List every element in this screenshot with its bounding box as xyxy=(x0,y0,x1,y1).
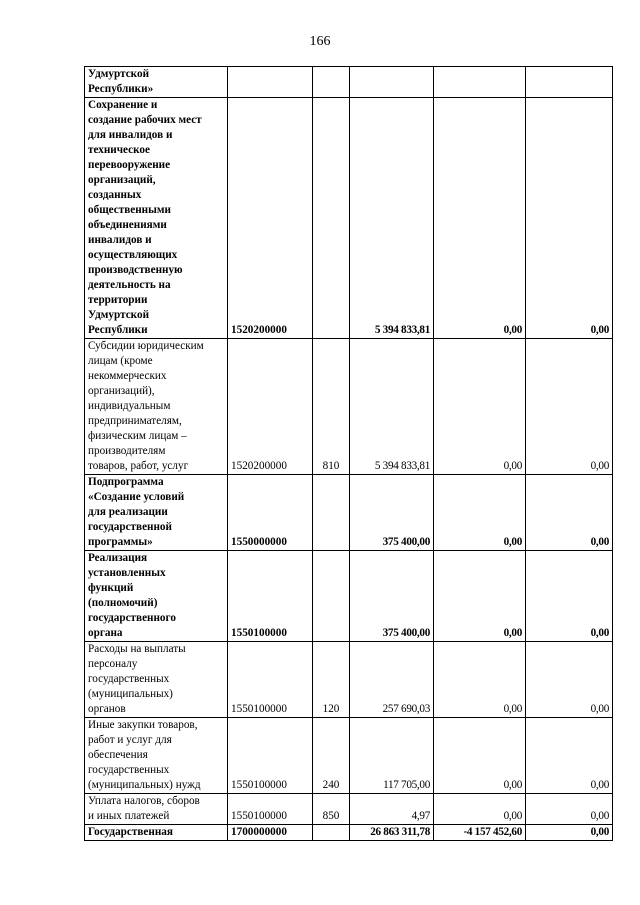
change-cell xyxy=(434,67,526,98)
row-name-cell: Расходы на выплаты персоналу государственных (муниципальных) органов xyxy=(85,642,228,718)
row-name-cell: Удмуртской Республики» xyxy=(85,67,228,98)
row-name-cell: Реализация установленных функций (полномочий) государственного органа xyxy=(85,551,228,642)
expense-type-cell xyxy=(313,475,350,551)
change-cell: 0,00 xyxy=(434,339,526,475)
target-code-cell: 1550100000 xyxy=(228,642,313,718)
table-row xyxy=(85,67,613,98)
row-name-cell: Субсидии юридическим лицам (кроме некоммерческих организаций), индивидуальным предпринимателям, физическим лицам – производителям товаров, работ, услуг xyxy=(85,339,228,475)
expense-type-cell: 120 xyxy=(313,642,350,718)
extra-amount-cell: 0,00 xyxy=(526,339,613,475)
extra-amount-cell: 0,00 xyxy=(526,718,613,794)
row-name-cell: Иные закупки товаров, работ и услуг для обеспечения государственных (муниципальных) нужд xyxy=(85,718,228,794)
expense-type-cell xyxy=(313,551,350,642)
amount-cell: 117 705,00 xyxy=(350,718,434,794)
change-cell: 0,00 xyxy=(434,718,526,794)
extra-amount-cell: 0,00 xyxy=(526,551,613,642)
row-name-cell: Государственная xyxy=(85,825,228,841)
change-cell: 0,00 xyxy=(434,551,526,642)
table-row xyxy=(85,339,613,475)
table-row xyxy=(85,475,613,551)
budget-table xyxy=(84,66,613,841)
extra-amount-cell: 0,00 xyxy=(526,475,613,551)
page-number: 166 xyxy=(309,34,331,49)
target-code-cell: 1550100000 xyxy=(228,718,313,794)
table-body xyxy=(85,67,613,841)
target-code-cell: 1520200000 xyxy=(228,339,313,475)
change-cell: 0,00 xyxy=(434,98,526,339)
table-row xyxy=(85,718,613,794)
amount-cell: 5 394 833,81 xyxy=(350,98,434,339)
expense-type-cell: 810 xyxy=(313,339,350,475)
extra-amount-cell: 0,00 xyxy=(526,794,613,825)
extra-amount-cell xyxy=(526,67,613,98)
table-row xyxy=(85,642,613,718)
amount-cell: 257 690,03 xyxy=(350,642,434,718)
amount-cell: 4,97 xyxy=(350,794,434,825)
target-code-cell: 1550100000 xyxy=(228,794,313,825)
table-row xyxy=(85,98,613,339)
row-name-cell: Сохранение и создание рабочих мест для инвалидов и техническое перевооружение организаций, созданных общественными объединениями инвалидов и осуществляющих производственную деятельность на территории Удмуртской Республики xyxy=(85,98,228,339)
expense-type-cell xyxy=(313,98,350,339)
target-code-cell: 1550000000 xyxy=(228,475,313,551)
target-code-cell: 1550100000 xyxy=(228,551,313,642)
amount-cell xyxy=(350,67,434,98)
target-code-cell xyxy=(228,67,313,98)
extra-amount-cell: 0,00 xyxy=(526,98,613,339)
expense-type-cell xyxy=(313,67,350,98)
extra-amount-cell: 0,00 xyxy=(526,642,613,718)
table-row xyxy=(85,825,613,841)
table-row xyxy=(85,794,613,825)
row-name-cell: Уплата налогов, сборов и иных платежей xyxy=(85,794,228,825)
expense-type-cell: 850 xyxy=(313,794,350,825)
amount-cell: 375 400,00 xyxy=(350,551,434,642)
change-cell: 0,00 xyxy=(434,794,526,825)
change-cell: 0,00 xyxy=(434,475,526,551)
change-cell: -4 157 452,60 xyxy=(434,825,526,841)
target-code-cell: 1520200000 xyxy=(228,98,313,339)
row-name-cell: Подпрограмма «Создание условий для реализации государственной программы» xyxy=(85,475,228,551)
amount-cell: 26 863 311,78 xyxy=(350,825,434,841)
expense-type-cell xyxy=(313,825,350,841)
amount-cell: 375 400,00 xyxy=(350,475,434,551)
extra-amount-cell: 0,00 xyxy=(526,825,613,841)
change-cell: 0,00 xyxy=(434,642,526,718)
expense-type-cell: 240 xyxy=(313,718,350,794)
target-code-cell: 1700000000 xyxy=(228,825,313,841)
amount-cell: 5 394 833,81 xyxy=(350,339,434,475)
table-row xyxy=(85,551,613,642)
